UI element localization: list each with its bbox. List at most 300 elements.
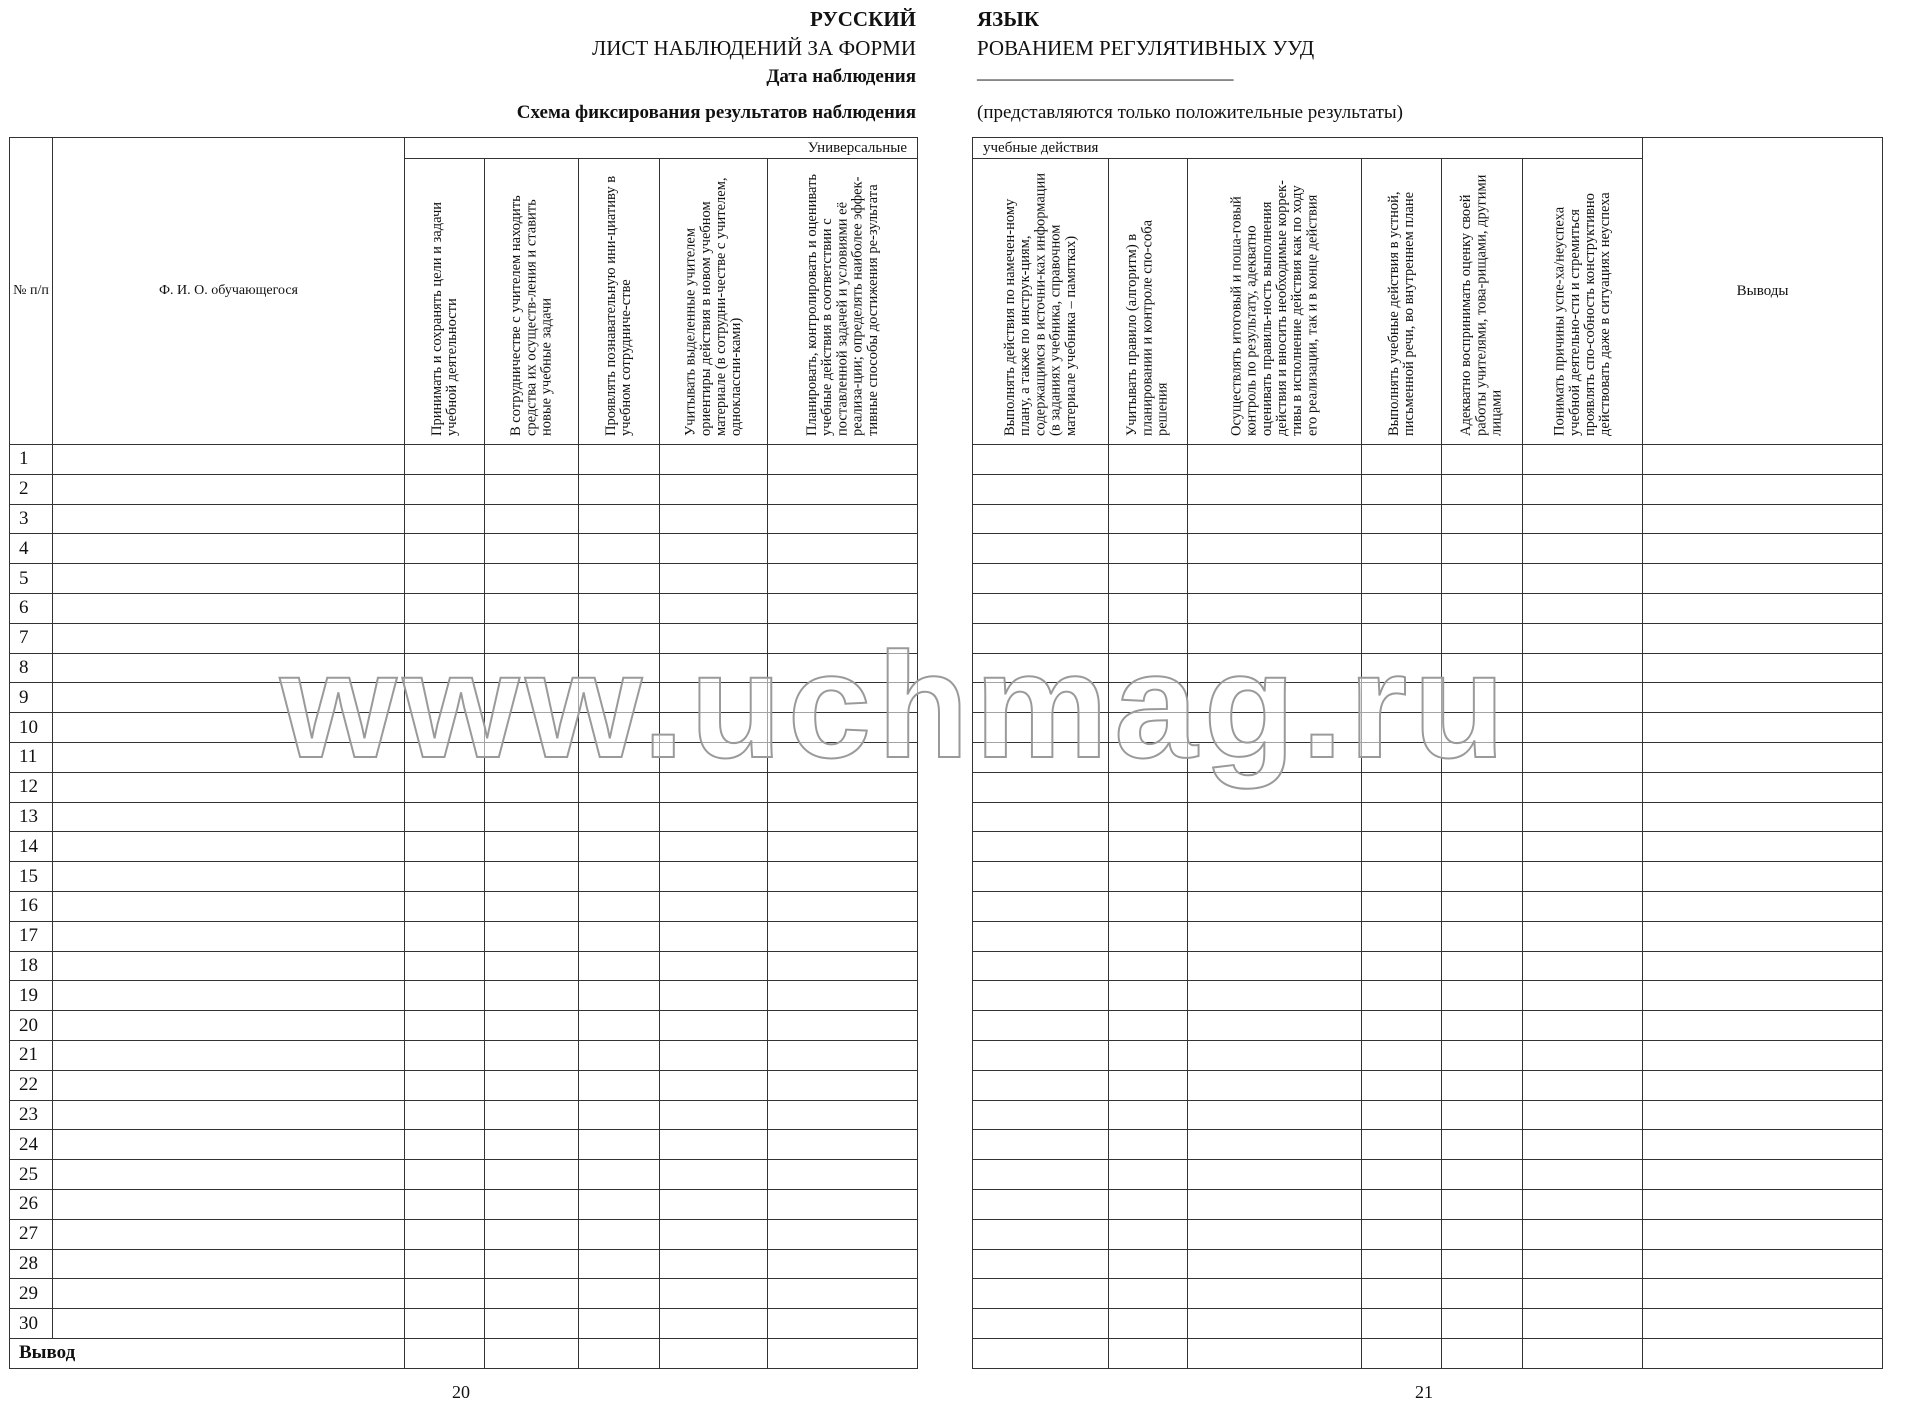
- observation-cell[interactable]: [1362, 862, 1442, 892]
- footer-cell[interactable]: [768, 1338, 918, 1368]
- observation-cell[interactable]: [660, 891, 768, 921]
- observation-cell[interactable]: [579, 593, 660, 623]
- observation-cell[interactable]: [1442, 1011, 1523, 1041]
- observation-cell[interactable]: [1188, 593, 1362, 623]
- observation-cell[interactable]: [1109, 474, 1188, 504]
- observation-cell[interactable]: [768, 951, 918, 981]
- observation-cell[interactable]: [1442, 981, 1523, 1011]
- observation-cell[interactable]: [660, 445, 768, 475]
- footer-cell[interactable]: [973, 1338, 1109, 1368]
- student-name-cell[interactable]: [53, 1160, 405, 1190]
- observation-cell[interactable]: [1188, 445, 1362, 475]
- observation-cell[interactable]: [1523, 951, 1643, 981]
- observation-cell[interactable]: [660, 1219, 768, 1249]
- observation-cell[interactable]: [579, 1070, 660, 1100]
- observation-cell[interactable]: [973, 1100, 1109, 1130]
- observation-cell[interactable]: [405, 1189, 485, 1219]
- observation-cell[interactable]: [973, 1309, 1109, 1339]
- observation-cell[interactable]: [768, 1309, 918, 1339]
- observation-cell[interactable]: [1523, 445, 1643, 475]
- observation-cell[interactable]: [1362, 981, 1442, 1011]
- observation-cell[interactable]: [1362, 564, 1442, 594]
- observation-cell[interactable]: [1188, 832, 1362, 862]
- observation-cell[interactable]: [660, 921, 768, 951]
- observation-cell[interactable]: [485, 891, 579, 921]
- observation-cell[interactable]: [660, 1249, 768, 1279]
- observation-cell[interactable]: [405, 534, 485, 564]
- observation-cell[interactable]: [768, 1249, 918, 1279]
- observation-cell[interactable]: [1442, 1040, 1523, 1070]
- observation-cell[interactable]: [973, 1040, 1109, 1070]
- observation-cell[interactable]: [1188, 1249, 1362, 1279]
- observation-cell[interactable]: [485, 1160, 579, 1190]
- observation-cell[interactable]: [1523, 564, 1643, 594]
- conclusion-cell[interactable]: [1643, 1219, 1883, 1249]
- observation-cell[interactable]: [1109, 832, 1188, 862]
- observation-cell[interactable]: [579, 891, 660, 921]
- footer-cell[interactable]: [579, 1338, 660, 1368]
- observation-cell[interactable]: [768, 891, 918, 921]
- observation-cell[interactable]: [485, 1011, 579, 1041]
- observation-cell[interactable]: [1109, 1249, 1188, 1279]
- conclusion-cell[interactable]: [1643, 445, 1883, 475]
- observation-cell[interactable]: [1362, 832, 1442, 862]
- observation-cell[interactable]: [768, 802, 918, 832]
- observation-cell[interactable]: [1442, 564, 1523, 594]
- observation-cell[interactable]: [485, 1070, 579, 1100]
- observation-cell[interactable]: [1109, 564, 1188, 594]
- observation-cell[interactable]: [1188, 1309, 1362, 1339]
- observation-cell[interactable]: [660, 1040, 768, 1070]
- observation-cell[interactable]: [1109, 862, 1188, 892]
- observation-cell[interactable]: [973, 534, 1109, 564]
- observation-cell[interactable]: [1362, 802, 1442, 832]
- student-name-cell[interactable]: [53, 593, 405, 623]
- observation-cell[interactable]: [973, 1130, 1109, 1160]
- observation-cell[interactable]: [579, 1160, 660, 1190]
- conclusion-cell[interactable]: [1643, 1011, 1883, 1041]
- conclusion-cell[interactable]: [1643, 1309, 1883, 1339]
- observation-cell[interactable]: [1109, 1279, 1188, 1309]
- conclusion-cell[interactable]: [1643, 623, 1883, 653]
- observation-cell[interactable]: [1442, 1189, 1523, 1219]
- observation-cell[interactable]: [405, 1011, 485, 1041]
- observation-cell[interactable]: [973, 593, 1109, 623]
- observation-cell[interactable]: [1188, 921, 1362, 951]
- observation-cell[interactable]: [485, 1219, 579, 1249]
- observation-cell[interactable]: [1442, 504, 1523, 534]
- observation-cell[interactable]: [1523, 534, 1643, 564]
- conclusion-cell[interactable]: [1643, 1279, 1883, 1309]
- observation-cell[interactable]: [485, 921, 579, 951]
- observation-cell[interactable]: [405, 981, 485, 1011]
- observation-cell[interactable]: [973, 1189, 1109, 1219]
- observation-cell[interactable]: [1362, 1219, 1442, 1249]
- observation-cell[interactable]: [1362, 474, 1442, 504]
- student-name-cell[interactable]: [53, 1100, 405, 1130]
- observation-cell[interactable]: [1523, 1309, 1643, 1339]
- observation-cell[interactable]: [579, 862, 660, 892]
- observation-cell[interactable]: [1188, 474, 1362, 504]
- observation-cell[interactable]: [405, 1100, 485, 1130]
- observation-cell[interactable]: [1188, 504, 1362, 534]
- observation-cell[interactable]: [1523, 1011, 1643, 1041]
- observation-cell[interactable]: [660, 564, 768, 594]
- observation-cell[interactable]: [485, 593, 579, 623]
- observation-cell[interactable]: [1188, 1160, 1362, 1190]
- observation-cell[interactable]: [405, 1040, 485, 1070]
- observation-cell[interactable]: [579, 474, 660, 504]
- student-name-cell[interactable]: [53, 1279, 405, 1309]
- observation-cell[interactable]: [660, 474, 768, 504]
- observation-cell[interactable]: [1523, 742, 1643, 772]
- observation-cell[interactable]: [1188, 981, 1362, 1011]
- observation-cell[interactable]: [768, 1100, 918, 1130]
- conclusion-cell[interactable]: [1643, 802, 1883, 832]
- observation-cell[interactable]: [1188, 1100, 1362, 1130]
- conclusion-cell[interactable]: [1643, 772, 1883, 802]
- observation-cell[interactable]: [485, 1279, 579, 1309]
- observation-cell[interactable]: [1362, 1309, 1442, 1339]
- observation-cell[interactable]: [1523, 891, 1643, 921]
- observation-cell[interactable]: [768, 1130, 918, 1160]
- student-name-cell[interactable]: [53, 921, 405, 951]
- observation-cell[interactable]: [405, 445, 485, 475]
- observation-cell[interactable]: [973, 802, 1109, 832]
- observation-cell[interactable]: [405, 1219, 485, 1249]
- observation-cell[interactable]: [1109, 534, 1188, 564]
- observation-cell[interactable]: [1523, 623, 1643, 653]
- observation-cell[interactable]: [405, 593, 485, 623]
- observation-cell[interactable]: [1109, 951, 1188, 981]
- observation-cell[interactable]: [1442, 474, 1523, 504]
- observation-cell[interactable]: [1188, 951, 1362, 981]
- observation-cell[interactable]: [405, 504, 485, 534]
- observation-cell[interactable]: [579, 981, 660, 1011]
- observation-cell[interactable]: [1362, 534, 1442, 564]
- observation-cell[interactable]: [660, 593, 768, 623]
- observation-cell[interactable]: [405, 1070, 485, 1100]
- conclusion-cell[interactable]: [1643, 891, 1883, 921]
- observation-cell[interactable]: [768, 981, 918, 1011]
- conclusion-cell[interactable]: [1643, 504, 1883, 534]
- student-name-cell[interactable]: [53, 534, 405, 564]
- student-name-cell[interactable]: [53, 832, 405, 862]
- observation-cell[interactable]: [973, 445, 1109, 475]
- observation-cell[interactable]: [768, 534, 918, 564]
- observation-cell[interactable]: [768, 1189, 918, 1219]
- observation-cell[interactable]: [405, 564, 485, 594]
- footer-cell[interactable]: [1523, 1338, 1643, 1368]
- observation-cell[interactable]: [1523, 1160, 1643, 1190]
- observation-cell[interactable]: [1362, 1160, 1442, 1190]
- observation-cell[interactable]: [485, 832, 579, 862]
- observation-cell[interactable]: [1523, 1189, 1643, 1219]
- observation-cell[interactable]: [973, 474, 1109, 504]
- observation-cell[interactable]: [1109, 1100, 1188, 1130]
- observation-cell[interactable]: [1362, 445, 1442, 475]
- observation-cell[interactable]: [1188, 1219, 1362, 1249]
- observation-cell[interactable]: [405, 921, 485, 951]
- observation-cell[interactable]: [1523, 832, 1643, 862]
- student-name-cell[interactable]: [53, 981, 405, 1011]
- footer-cell[interactable]: [660, 1338, 768, 1368]
- observation-cell[interactable]: [1362, 1070, 1442, 1100]
- student-name-cell[interactable]: [53, 504, 405, 534]
- observation-cell[interactable]: [1442, 1309, 1523, 1339]
- observation-cell[interactable]: [485, 1130, 579, 1160]
- observation-cell[interactable]: [579, 1011, 660, 1041]
- student-name-cell[interactable]: [53, 1011, 405, 1041]
- observation-cell[interactable]: [768, 1160, 918, 1190]
- observation-cell[interactable]: [579, 802, 660, 832]
- observation-cell[interactable]: [768, 832, 918, 862]
- student-name-cell[interactable]: [53, 1189, 405, 1219]
- observation-cell[interactable]: [405, 891, 485, 921]
- observation-cell[interactable]: [768, 862, 918, 892]
- observation-cell[interactable]: [1442, 1130, 1523, 1160]
- observation-cell[interactable]: [973, 1249, 1109, 1279]
- observation-cell[interactable]: [973, 1219, 1109, 1249]
- observation-cell[interactable]: [485, 504, 579, 534]
- observation-cell[interactable]: [485, 802, 579, 832]
- footer-cell[interactable]: [1109, 1338, 1188, 1368]
- footer-cell[interactable]: [1643, 1338, 1883, 1368]
- conclusion-cell[interactable]: [1643, 1040, 1883, 1070]
- observation-cell[interactable]: [1109, 921, 1188, 951]
- observation-cell[interactable]: [1523, 713, 1643, 743]
- observation-cell[interactable]: [485, 1100, 579, 1130]
- observation-cell[interactable]: [1362, 1130, 1442, 1160]
- observation-cell[interactable]: [579, 564, 660, 594]
- observation-cell[interactable]: [1442, 1279, 1523, 1309]
- observation-cell[interactable]: [1442, 832, 1523, 862]
- observation-cell[interactable]: [1442, 802, 1523, 832]
- observation-cell[interactable]: [1109, 802, 1188, 832]
- observation-cell[interactable]: [1188, 862, 1362, 892]
- observation-cell[interactable]: [1442, 891, 1523, 921]
- observation-cell[interactable]: [485, 1249, 579, 1279]
- observation-cell[interactable]: [660, 981, 768, 1011]
- observation-cell[interactable]: [660, 1160, 768, 1190]
- observation-cell[interactable]: [1523, 1279, 1643, 1309]
- observation-cell[interactable]: [1188, 1040, 1362, 1070]
- observation-cell[interactable]: [1362, 504, 1442, 534]
- observation-cell[interactable]: [1109, 1130, 1188, 1160]
- observation-cell[interactable]: [485, 445, 579, 475]
- observation-cell[interactable]: [768, 1040, 918, 1070]
- conclusion-cell[interactable]: [1643, 1249, 1883, 1279]
- observation-cell[interactable]: [1523, 772, 1643, 802]
- observation-cell[interactable]: [1362, 1011, 1442, 1041]
- student-name-cell[interactable]: [53, 891, 405, 921]
- conclusion-cell[interactable]: [1643, 1189, 1883, 1219]
- conclusion-cell[interactable]: [1643, 742, 1883, 772]
- conclusion-cell[interactable]: [1643, 593, 1883, 623]
- observation-cell[interactable]: [1523, 1070, 1643, 1100]
- footer-cell[interactable]: [1188, 1338, 1362, 1368]
- observation-cell[interactable]: [579, 1040, 660, 1070]
- observation-cell[interactable]: [579, 1189, 660, 1219]
- footer-cell[interactable]: [405, 1338, 485, 1368]
- observation-cell[interactable]: [768, 564, 918, 594]
- observation-cell[interactable]: [660, 1309, 768, 1339]
- observation-cell[interactable]: [1188, 1130, 1362, 1160]
- student-name-cell[interactable]: [53, 1130, 405, 1160]
- observation-cell[interactable]: [1523, 1040, 1643, 1070]
- observation-cell[interactable]: [973, 862, 1109, 892]
- observation-cell[interactable]: [1523, 653, 1643, 683]
- observation-cell[interactable]: [579, 921, 660, 951]
- observation-cell[interactable]: [1523, 504, 1643, 534]
- observation-cell[interactable]: [1523, 981, 1643, 1011]
- student-name-cell[interactable]: [53, 862, 405, 892]
- observation-cell[interactable]: [768, 1279, 918, 1309]
- conclusion-cell[interactable]: [1643, 921, 1883, 951]
- observation-cell[interactable]: [1442, 593, 1523, 623]
- observation-cell[interactable]: [1109, 504, 1188, 534]
- observation-cell[interactable]: [1523, 802, 1643, 832]
- student-name-cell[interactable]: [53, 1219, 405, 1249]
- observation-cell[interactable]: [485, 862, 579, 892]
- observation-cell[interactable]: [1109, 593, 1188, 623]
- observation-cell[interactable]: [660, 1100, 768, 1130]
- conclusion-cell[interactable]: [1643, 1100, 1883, 1130]
- observation-cell[interactable]: [973, 1160, 1109, 1190]
- student-name-cell[interactable]: [53, 1040, 405, 1070]
- observation-cell[interactable]: [1523, 593, 1643, 623]
- observation-cell[interactable]: [1523, 862, 1643, 892]
- observation-cell[interactable]: [579, 1130, 660, 1160]
- observation-cell[interactable]: [485, 981, 579, 1011]
- observation-cell[interactable]: [1523, 1130, 1643, 1160]
- observation-cell[interactable]: [579, 534, 660, 564]
- observation-cell[interactable]: [579, 1279, 660, 1309]
- observation-cell[interactable]: [660, 862, 768, 892]
- observation-cell[interactable]: [973, 564, 1109, 594]
- observation-cell[interactable]: [1188, 1279, 1362, 1309]
- conclusion-cell[interactable]: [1643, 713, 1883, 743]
- observation-cell[interactable]: [405, 832, 485, 862]
- observation-cell[interactable]: [1362, 921, 1442, 951]
- observation-cell[interactable]: [768, 474, 918, 504]
- observation-cell[interactable]: [485, 564, 579, 594]
- observation-cell[interactable]: [660, 504, 768, 534]
- observation-cell[interactable]: [579, 951, 660, 981]
- observation-cell[interactable]: [1442, 1100, 1523, 1130]
- student-name-cell[interactable]: [53, 951, 405, 981]
- student-name-cell[interactable]: [53, 445, 405, 475]
- observation-cell[interactable]: [405, 802, 485, 832]
- observation-cell[interactable]: [660, 1130, 768, 1160]
- conclusion-cell[interactable]: [1643, 1130, 1883, 1160]
- observation-cell[interactable]: [1442, 534, 1523, 564]
- observation-cell[interactable]: [1362, 1040, 1442, 1070]
- observation-cell[interactable]: [660, 1011, 768, 1041]
- observation-cell[interactable]: [1109, 1011, 1188, 1041]
- conclusion-cell[interactable]: [1643, 951, 1883, 981]
- conclusion-cell[interactable]: [1643, 653, 1883, 683]
- observation-cell[interactable]: [1188, 1070, 1362, 1100]
- observation-cell[interactable]: [1442, 862, 1523, 892]
- observation-cell[interactable]: [1442, 921, 1523, 951]
- observation-cell[interactable]: [973, 981, 1109, 1011]
- observation-cell[interactable]: [768, 921, 918, 951]
- observation-cell[interactable]: [579, 1100, 660, 1130]
- conclusion-cell[interactable]: [1643, 534, 1883, 564]
- observation-cell[interactable]: [405, 474, 485, 504]
- observation-cell[interactable]: [579, 1249, 660, 1279]
- observation-cell[interactable]: [485, 474, 579, 504]
- conclusion-cell[interactable]: [1643, 981, 1883, 1011]
- observation-cell[interactable]: [485, 1309, 579, 1339]
- observation-cell[interactable]: [1109, 1160, 1188, 1190]
- conclusion-cell[interactable]: [1643, 1070, 1883, 1100]
- observation-cell[interactable]: [660, 951, 768, 981]
- observation-cell[interactable]: [973, 921, 1109, 951]
- observation-cell[interactable]: [768, 504, 918, 534]
- observation-cell[interactable]: [1523, 474, 1643, 504]
- observation-cell[interactable]: [1362, 1189, 1442, 1219]
- student-name-cell[interactable]: [53, 1070, 405, 1100]
- observation-cell[interactable]: [405, 1130, 485, 1160]
- observation-cell[interactable]: [579, 832, 660, 862]
- student-name-cell[interactable]: [53, 564, 405, 594]
- observation-cell[interactable]: [1362, 951, 1442, 981]
- observation-cell[interactable]: [660, 1070, 768, 1100]
- observation-cell[interactable]: [973, 1070, 1109, 1100]
- observation-cell[interactable]: [1109, 1219, 1188, 1249]
- observation-cell[interactable]: [1523, 1249, 1643, 1279]
- observation-cell[interactable]: [1523, 1100, 1643, 1130]
- observation-cell[interactable]: [973, 891, 1109, 921]
- observation-cell[interactable]: [405, 862, 485, 892]
- observation-cell[interactable]: [660, 802, 768, 832]
- conclusion-cell[interactable]: [1643, 832, 1883, 862]
- student-name-cell[interactable]: [53, 802, 405, 832]
- observation-cell[interactable]: [485, 1189, 579, 1219]
- student-name-cell[interactable]: [53, 474, 405, 504]
- observation-cell[interactable]: [1109, 1040, 1188, 1070]
- observation-cell[interactable]: [1362, 1249, 1442, 1279]
- observation-cell[interactable]: [1442, 445, 1523, 475]
- observation-cell[interactable]: [405, 1309, 485, 1339]
- observation-cell[interactable]: [768, 445, 918, 475]
- observation-cell[interactable]: [1442, 1070, 1523, 1100]
- observation-cell[interactable]: [485, 951, 579, 981]
- observation-cell[interactable]: [1188, 891, 1362, 921]
- observation-cell[interactable]: [1362, 891, 1442, 921]
- observation-cell[interactable]: [1362, 1100, 1442, 1130]
- observation-cell[interactable]: [1442, 951, 1523, 981]
- observation-cell[interactable]: [1109, 1189, 1188, 1219]
- observation-cell[interactable]: [973, 832, 1109, 862]
- observation-cell[interactable]: [1442, 1219, 1523, 1249]
- observation-cell[interactable]: [485, 534, 579, 564]
- student-name-cell[interactable]: [53, 1249, 405, 1279]
- observation-cell[interactable]: [1362, 593, 1442, 623]
- observation-cell[interactable]: [405, 1279, 485, 1309]
- observation-cell[interactable]: [768, 1219, 918, 1249]
- conclusion-cell[interactable]: [1643, 474, 1883, 504]
- observation-cell[interactable]: [485, 1040, 579, 1070]
- observation-cell[interactable]: [1109, 981, 1188, 1011]
- observation-cell[interactable]: [768, 1070, 918, 1100]
- conclusion-cell[interactable]: [1643, 564, 1883, 594]
- observation-cell[interactable]: [579, 1219, 660, 1249]
- observation-cell[interactable]: [973, 1011, 1109, 1041]
- observation-cell[interactable]: [973, 951, 1109, 981]
